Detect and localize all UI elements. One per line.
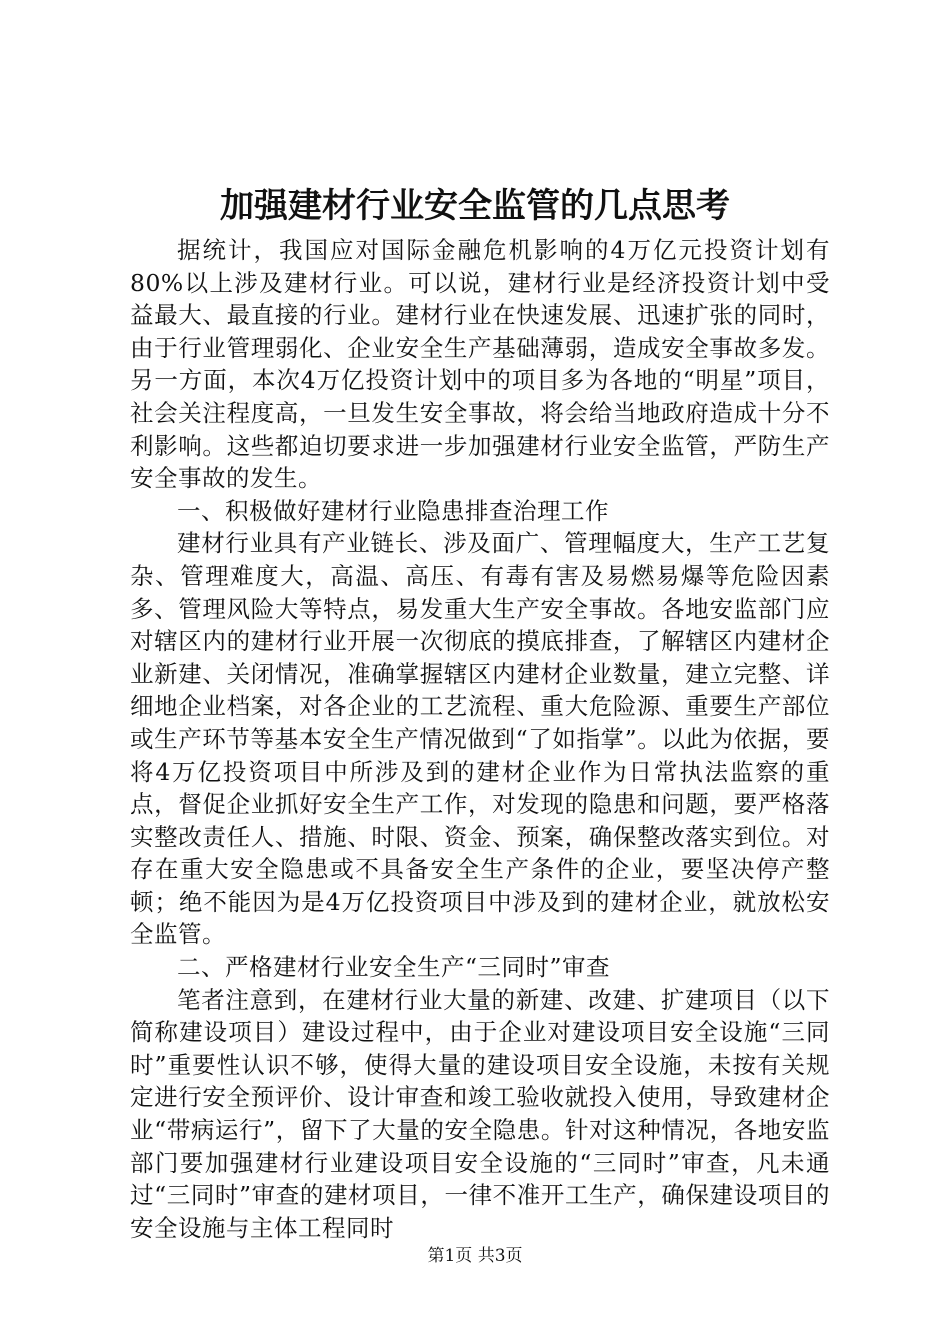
page-footer: 第1页 共3页 xyxy=(427,1246,523,1266)
section-heading-1: 一、积极做好建材行业隐患排查治理工作 xyxy=(177,496,609,525)
paragraph-intro: 据统计，我国应对国际金融危机影响的4万亿元投资计划有80%以上涉及建材行业。可以说，建材行业是经济投资计划中受益最大、最直接的行业。建材行业在快速发展、迅速扩张的同时，由于行业管理弱化、企业安全生产基础薄弱，造成安全事故多发。另一方面，本次4万亿投资计划中的项目多为各地的“明星”项目，社会关注程度高，一旦发生安全事故，将会给当地政府造成十分不利影响。这些都迫切要求进一步加强建材行业安全监管，严防生产安全事故的发生。 xyxy=(130,236,830,493)
paragraph-section-1: 建材行业具有产业链长、涉及面广、管理幅度大，生产工艺复杂、管理难度大，高温、高压、有毒有害及易燃易爆等危险因素多、管理风险大等特点，易发重大生产安全事故。各地安监部门应对辖区内的建材行业开展一次彻底的摸底排查，了解辖区内建材企业新建、关闭情况，准确掌握辖区内建材企业数量，建立完整、详细地企业档案，对各企业的工艺流程、重大危险源、重要生产部位或生产环节等基本安全生产情况做到“了如指掌”。以此为依据，要将4万亿投资项目中所涉及到的建材企业作为日常执法监察的重点，督促企业抓好安全生产工作，对发现的隐患和问题，要严格落实整改责任人、措施、时限、资金、预案，确保整改落实到位。对存在重大安全隐患或不具备安全生产条件的企业，要坚决停产整顿；绝不能因为是4万亿投资项目中涉及到的建材企业，就放松安全监管。 xyxy=(130,529,830,949)
section-heading-2: 二、严格建材行业安全生产“三同时”审查 xyxy=(177,953,611,982)
paragraph-section-2: 笔者注意到，在建材行业大量的新建、改建、扩建项目（以下简称建设项目）建设过程中，由于企业对建设项目安全设施“三同时”重要性认识不够，使得大量的建设项目安全设施，未按有关规定进行安全预评价、设计审查和竣工验收就投入使用，导致建材企业“带病运行”，留下了大量的安全隐患。针对这种情况，各地安监部门要加强建材行业建设项目安全设施的“三同时”审查，凡未通过“三同时”审查的建材项目，一律不准开工生产，确保建设项目的安全设施与主体工程同时 xyxy=(130,985,830,1242)
document-body xyxy=(130,234,830,1244)
document-title: 加强建材行业安全监管的几点思考 xyxy=(220,186,730,226)
